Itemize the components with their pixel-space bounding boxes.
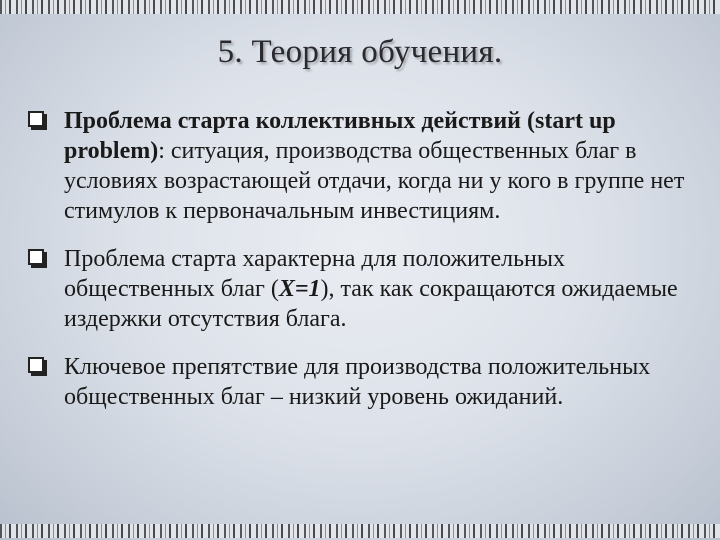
bullet-2-text-before: Проблема старта характерна для положительных общественных благ (: [64, 246, 566, 302]
bullet-item-2: [28, 244, 688, 334]
bullet-1-bold-text: Проблема старта коллективных действий (start up problem): [64, 108, 616, 164]
decorative-stripe-bottom: [0, 524, 720, 538]
slide-title: 5. Теория обучения.: [217, 34, 503, 70]
checkbox-square-icon: [28, 249, 44, 265]
bullet-1-text: : ситуация, производства общественных благ в условиях возрастающей отдачи, когда ни у кого в группе нет стимулов к первоначальным инвестициям.: [64, 138, 685, 224]
bullet-2-text-after: ), так как сокращаются ожидаемые издержки отсутствия блага.: [64, 276, 678, 332]
bullet-3-text: Ключевое препятствие для производства положительных общественных благ – низкий уровень ожиданий.: [64, 354, 651, 410]
checkbox-square-icon: [28, 357, 44, 373]
bullet-item-3: [28, 352, 688, 412]
bullet-2-formula: X=1: [278, 276, 321, 302]
bullet-item-1: [28, 106, 688, 226]
bullet-list: [28, 106, 688, 430]
checkbox-square-icon: [28, 111, 44, 127]
decorative-stripe-top: [0, 0, 720, 14]
